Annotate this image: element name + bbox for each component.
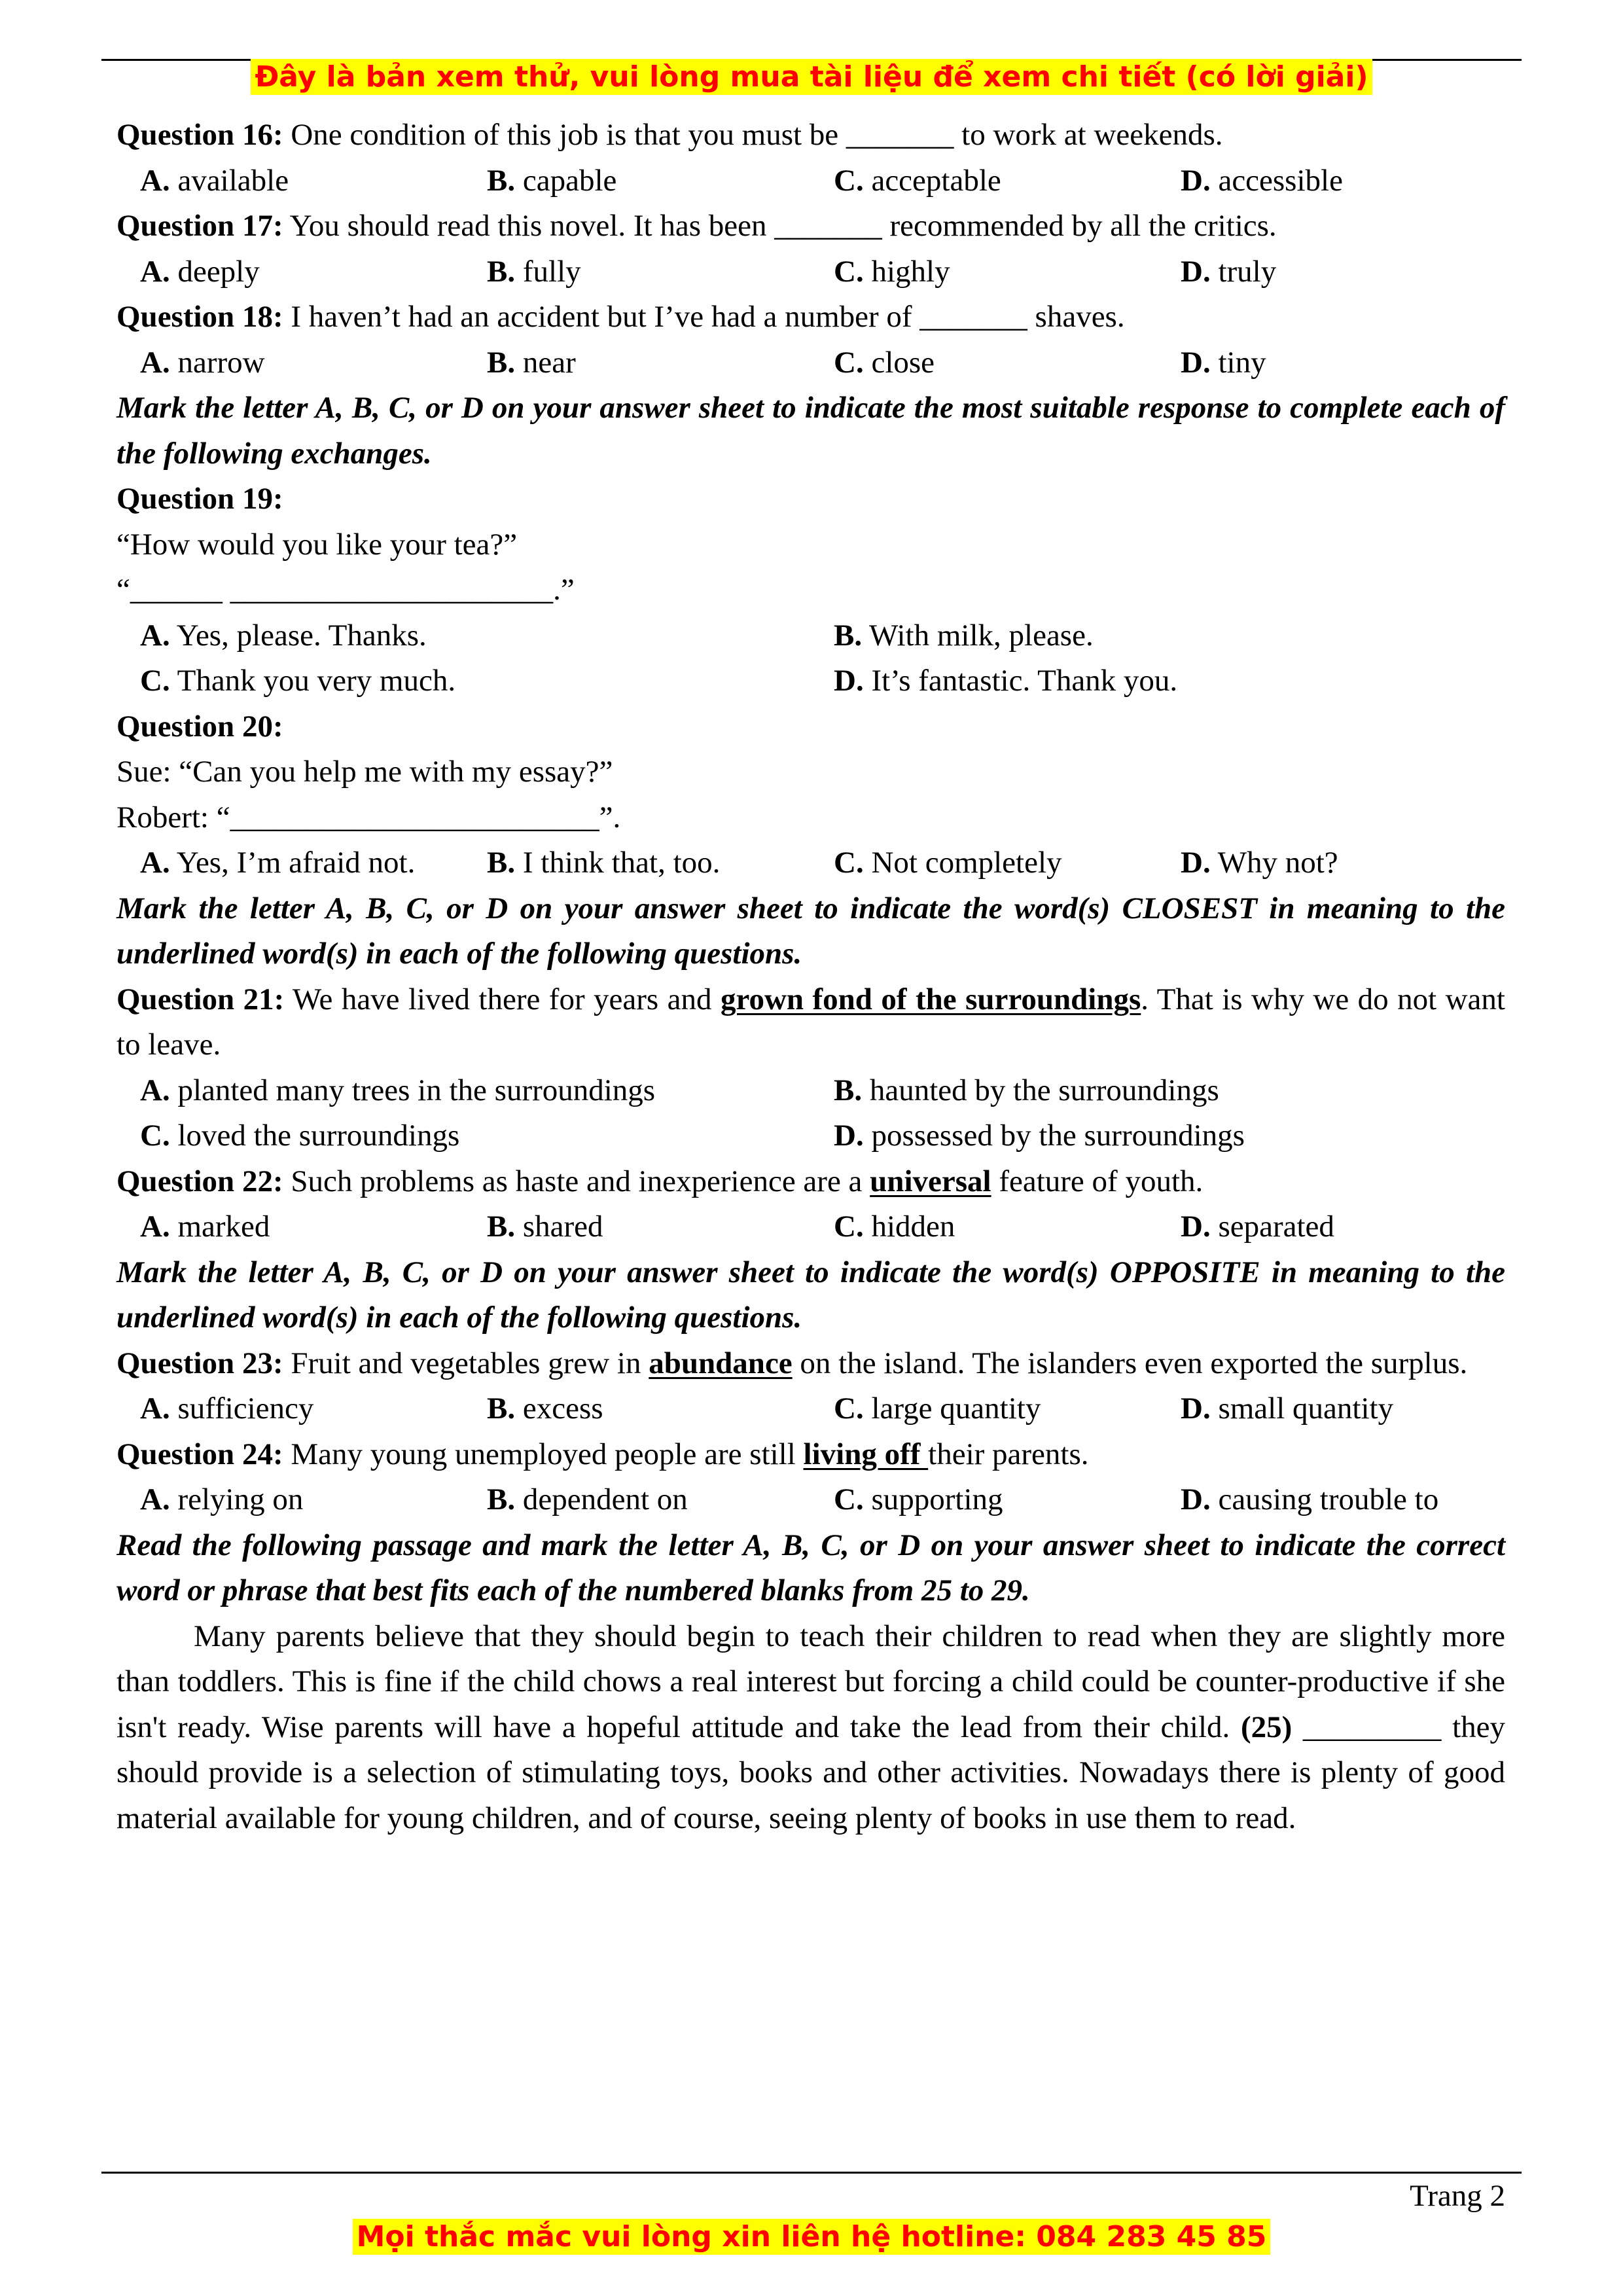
q19-options-row2 xyxy=(116,658,1505,704)
question-19-label: Question 19: xyxy=(116,482,283,516)
q21-option-b: B. haunted by the surroundings xyxy=(834,1073,1219,1107)
q19-option-b: B. With milk, please. xyxy=(834,618,1094,653)
q16-option-b: B. capable xyxy=(487,163,617,198)
q24-options xyxy=(116,1477,1505,1523)
q21-option-d: D. possessed by the surroundings xyxy=(834,1119,1245,1153)
q23-option-b: B. excess xyxy=(487,1391,603,1426)
q24-option-d: D. causing trouble to xyxy=(1181,1482,1439,1516)
q19-option-a: A. Yes, please. Thanks. xyxy=(140,618,427,653)
q21-options-row1 xyxy=(116,1068,1505,1114)
underlined-word: universal xyxy=(870,1164,991,1198)
q18-option-b: B. near xyxy=(487,345,576,380)
q18-option-d: D. tiny xyxy=(1181,345,1266,380)
q21-option-c: C. loved the surroundings xyxy=(140,1119,460,1153)
q18-option-c: C. close xyxy=(834,345,935,380)
q22-option-c: C. hidden xyxy=(834,1210,955,1244)
q20-option-c: C. Not completely xyxy=(834,846,1062,880)
q18-options xyxy=(116,340,1505,386)
q16-options xyxy=(116,158,1505,204)
q22-option-b: B. shared xyxy=(487,1210,603,1244)
question-22: Question 22: Such problems as haste and inexperience are a universal feature of youth. xyxy=(116,1164,1204,1198)
q24-option-b: B. dependent on xyxy=(487,1482,688,1516)
instruction-exchanges: Mark the letter A, B, C, or D on your answer sheet to indicate the most suitable response to complete each of the following exchanges. xyxy=(116,391,1505,471)
q20-options xyxy=(116,840,1505,886)
footer-rule xyxy=(101,2172,1522,2174)
q23-option-a: A. sufficiency xyxy=(140,1391,314,1426)
underlined-phrase: grown fond of the surroundings xyxy=(720,982,1141,1016)
instruction-closest: Mark the letter A, B, C, or D on your answer sheet to indicate the word(s) CLOSEST in meaning to the underlined word(s) in each of the following questions. xyxy=(116,891,1505,971)
blank-25-label: (25) xyxy=(1240,1710,1293,1744)
q22-options xyxy=(116,1204,1505,1250)
q20-option-b: B. I think that, too. xyxy=(487,846,721,880)
q16-option-a: A. available xyxy=(140,163,289,198)
q17-option-b: B. fully xyxy=(487,254,581,289)
q17-option-c: C. highly xyxy=(834,254,950,289)
q20-option-a: A. Yes, I’m afraid not. xyxy=(140,846,416,880)
question-20-label: Question 20: xyxy=(116,709,283,744)
q19-options-row1 xyxy=(116,613,1505,659)
q22-option-a: A. marked xyxy=(140,1210,270,1244)
q23-options xyxy=(116,1386,1505,1432)
q22-option-d: D. separated xyxy=(1181,1210,1334,1244)
instruction-opposite: Mark the letter A, B, C, or D on your answer sheet to indicate the word(s) OPPOSITE in meaning to the underlined word(s) in each of the following questions. xyxy=(116,1255,1505,1335)
q21-options-row2 xyxy=(116,1113,1505,1159)
underlined-phrase: living off xyxy=(803,1437,929,1471)
question-17: Question 17: You should read this novel. It has been _______ recommended by all the critics. xyxy=(116,209,1277,243)
q17-option-a: A. deeply xyxy=(140,254,260,289)
question-23: Question 23: Fruit and vegetables grew in abundance on the island. The islanders even exported the surplus. xyxy=(116,1346,1468,1380)
q20-option-d: D. Why not? xyxy=(1181,846,1338,880)
instruction-passage: Read the following passage and mark the letter A, B, C, or D on your answer sheet to indicate the correct word or phrase that best fits each of the numbered blanks from 25 to 29. xyxy=(116,1528,1505,1607)
underlined-word: abundance xyxy=(649,1346,793,1380)
footer-banner: Mọi thắc mắc vui lòng xin liên hệ hotline: 084 283 45 85 xyxy=(0,2220,1623,2253)
page-content xyxy=(116,113,1505,1841)
q16-option-d: D. accessible xyxy=(1181,163,1343,198)
q19-option-c: C. Thank you very much. xyxy=(140,664,456,698)
question-20-line1: Sue: “Can you help me with my essay?” xyxy=(116,755,613,789)
q24-option-a: A. relying on xyxy=(140,1482,304,1516)
q23-option-c: C. large quantity xyxy=(834,1391,1041,1426)
q17-options xyxy=(116,249,1505,295)
q21-option-a: A. planted many trees in the surroundings xyxy=(140,1073,656,1107)
q23-option-d: D. small quantity xyxy=(1181,1391,1394,1426)
page-number: Trang 2 xyxy=(1410,2179,1505,2213)
q24-option-c: C. supporting xyxy=(834,1482,1003,1516)
question-20-line2: Robert: “________________________”. xyxy=(116,800,621,834)
q17-option-d: D. truly xyxy=(1181,254,1277,289)
question-24: Question 24: Many young unemployed people are still living off their parents. xyxy=(116,1437,1089,1471)
question-16: Question 16: One condition of this job is that you must be _______ to work at weekends. xyxy=(116,118,1223,152)
question-21: Question 21: We have lived there for years and grown fond of the surroundings. That is why we do not want to leave. xyxy=(116,982,1505,1062)
question-19-line1: “How would you like your tea?” xyxy=(116,527,518,562)
q18-option-a: A. narrow xyxy=(140,345,265,380)
q19-option-d: D. It’s fantastic. Thank you. xyxy=(834,664,1178,698)
question-18: Question 18: I haven’t had an accident but I’ve had a number of _______ shaves. xyxy=(116,300,1125,334)
reading-passage: Many parents believe that they should begin to teach their children to read when they are slightly more than toddlers. This is fine if the child chows a real interest but forcing a child could be counter-productive if she isn't ready. Wise parents will have a hopeful attitude and take the lead from their child. (25) _________ they should provide is a selection of stimulating toys, books and other activities. Nowadays there is plenty of good material available for young children, and of course, seeing plenty of books in use them to read. xyxy=(116,1619,1505,1835)
q16-option-c: C. acceptable xyxy=(834,163,1001,198)
question-19-line2: “______ _____________________.” xyxy=(116,573,575,607)
header-banner: Đây là bản xem thử, vui lòng mua tài liệu để xem chi tiết (có lời giải) xyxy=(0,60,1623,94)
